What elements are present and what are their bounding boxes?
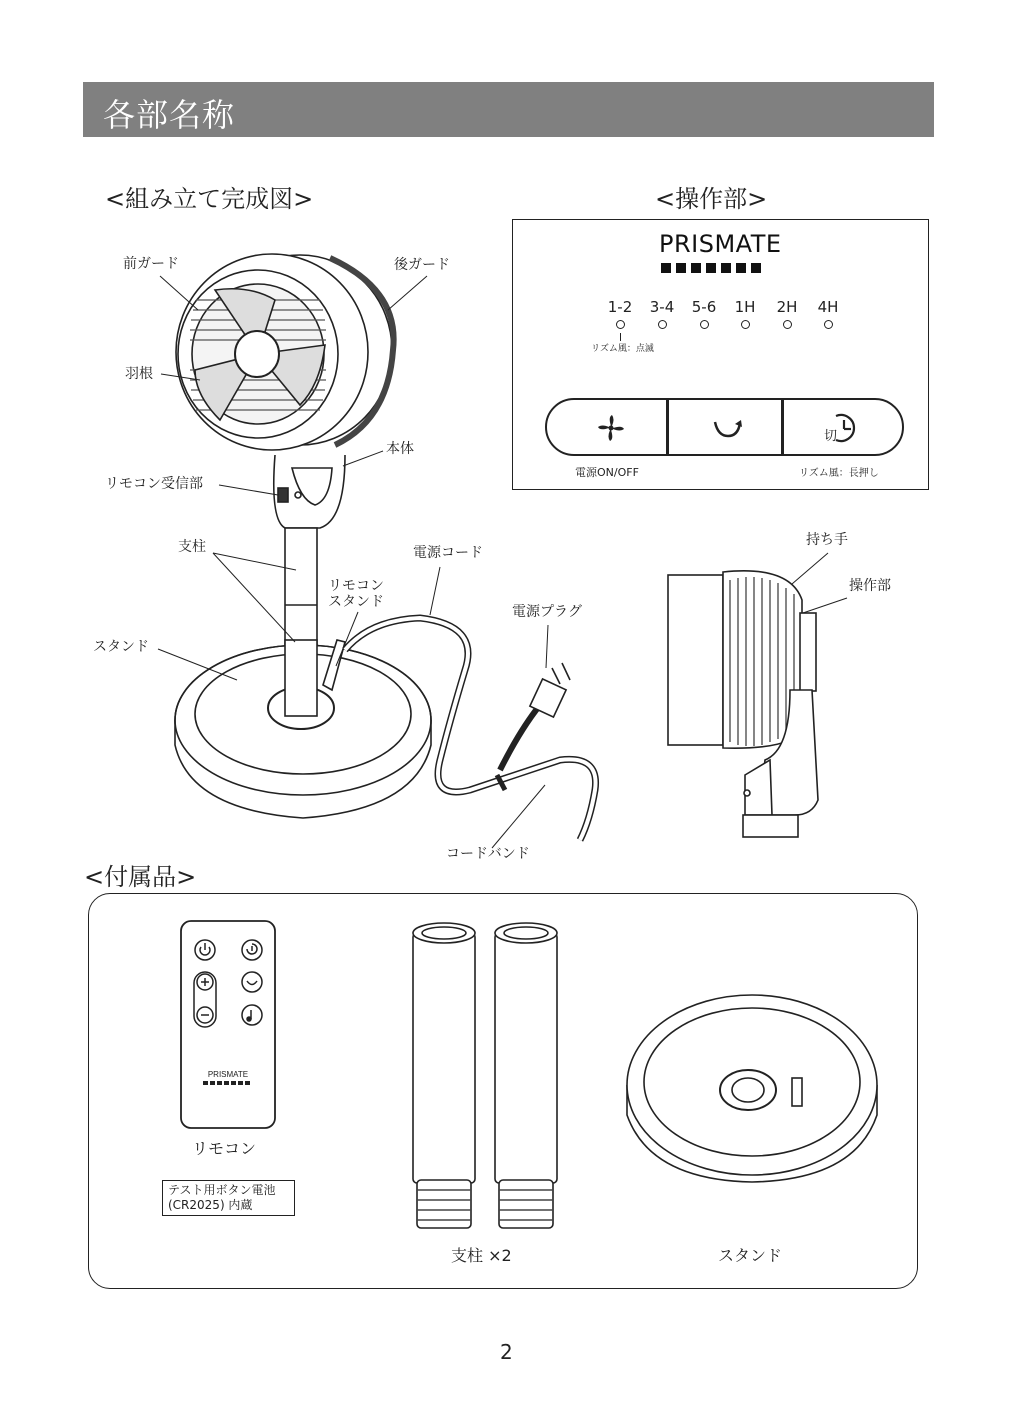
fan-power-icon[interactable] — [597, 414, 625, 442]
indicator-led-icon — [700, 320, 709, 329]
page-title: 各部名称 — [103, 96, 236, 134]
label-pole: 支柱 — [178, 539, 206, 555]
timer-indicator: 5-6 — [684, 298, 724, 329]
label-remote-receiver: リモコン受信部 — [105, 476, 203, 492]
control-button-bar — [545, 398, 904, 456]
label-power-cord: 電源コード — [413, 545, 483, 561]
label-stand: スタンド — [93, 639, 149, 655]
indicator-led-icon — [783, 320, 792, 329]
timer-indicator: 4H — [808, 298, 848, 329]
power-onoff-label: 電源ON/OFF — [575, 466, 639, 479]
indicator-led-icon — [616, 320, 625, 329]
section-assembly-heading: <組み立て完成図> — [105, 185, 314, 213]
label-cord-band: コードバンド — [446, 846, 530, 862]
page-number: 2 — [500, 1340, 513, 1364]
swing-rotate-icon[interactable] — [710, 416, 744, 440]
timer-indicator: 1H — [725, 298, 765, 329]
accessory-remote-name: リモコン — [192, 1139, 257, 1158]
timer-indicator: 2H — [767, 298, 807, 329]
battery-note-line1: テスト用ボタン電池 — [168, 1183, 276, 1197]
label-remote-stand-line2: スタンド — [328, 594, 384, 610]
timer-indicator: 3-4 — [642, 298, 682, 329]
label-handle: 持ち手 — [806, 532, 848, 548]
indicator-led-icon — [658, 320, 667, 329]
indicator-led-icon — [741, 320, 750, 329]
rhythm-blink-note: リズム風：点滅 — [591, 344, 654, 354]
timer-off-char: 切 — [824, 429, 838, 444]
accessory-stand-name: スタンド — [718, 1246, 783, 1265]
accessory-pole-name: 支柱 ×2 — [451, 1246, 512, 1265]
label-control-unit: 操作部 — [849, 578, 891, 594]
rhythm-hold-label: リズム風：長押し — [799, 468, 879, 479]
control-panel-brand: PRISMATE — [659, 230, 782, 258]
label-remote-stand-line1: リモコン — [328, 578, 384, 594]
label-body: 本体 — [386, 441, 414, 457]
battery-note-box — [162, 1180, 295, 1216]
label-front-guard: 前ガード — [123, 256, 179, 272]
rhythm-note-leader — [620, 333, 621, 341]
timer-indicators — [600, 298, 850, 338]
battery-note-line2: (CR2025) 内蔵 — [168, 1198, 253, 1212]
section-accessories-heading: <付属品> — [84, 863, 197, 891]
label-rear-guard: 後ガード — [394, 257, 450, 273]
stand-illustration — [620, 990, 885, 1190]
brand-squares — [661, 258, 766, 277]
remote-brand: PRISMATE — [207, 1070, 249, 1079]
poles-illustration — [405, 918, 575, 1233]
remote-control-illustration — [180, 920, 276, 1130]
indicator-led-icon — [824, 320, 833, 329]
label-power-plug: 電源プラグ — [512, 604, 582, 620]
timer-indicator: 1-2 — [600, 298, 640, 329]
section-controls-heading: <操作部> — [655, 185, 768, 213]
label-blades: 羽根 — [125, 366, 153, 382]
